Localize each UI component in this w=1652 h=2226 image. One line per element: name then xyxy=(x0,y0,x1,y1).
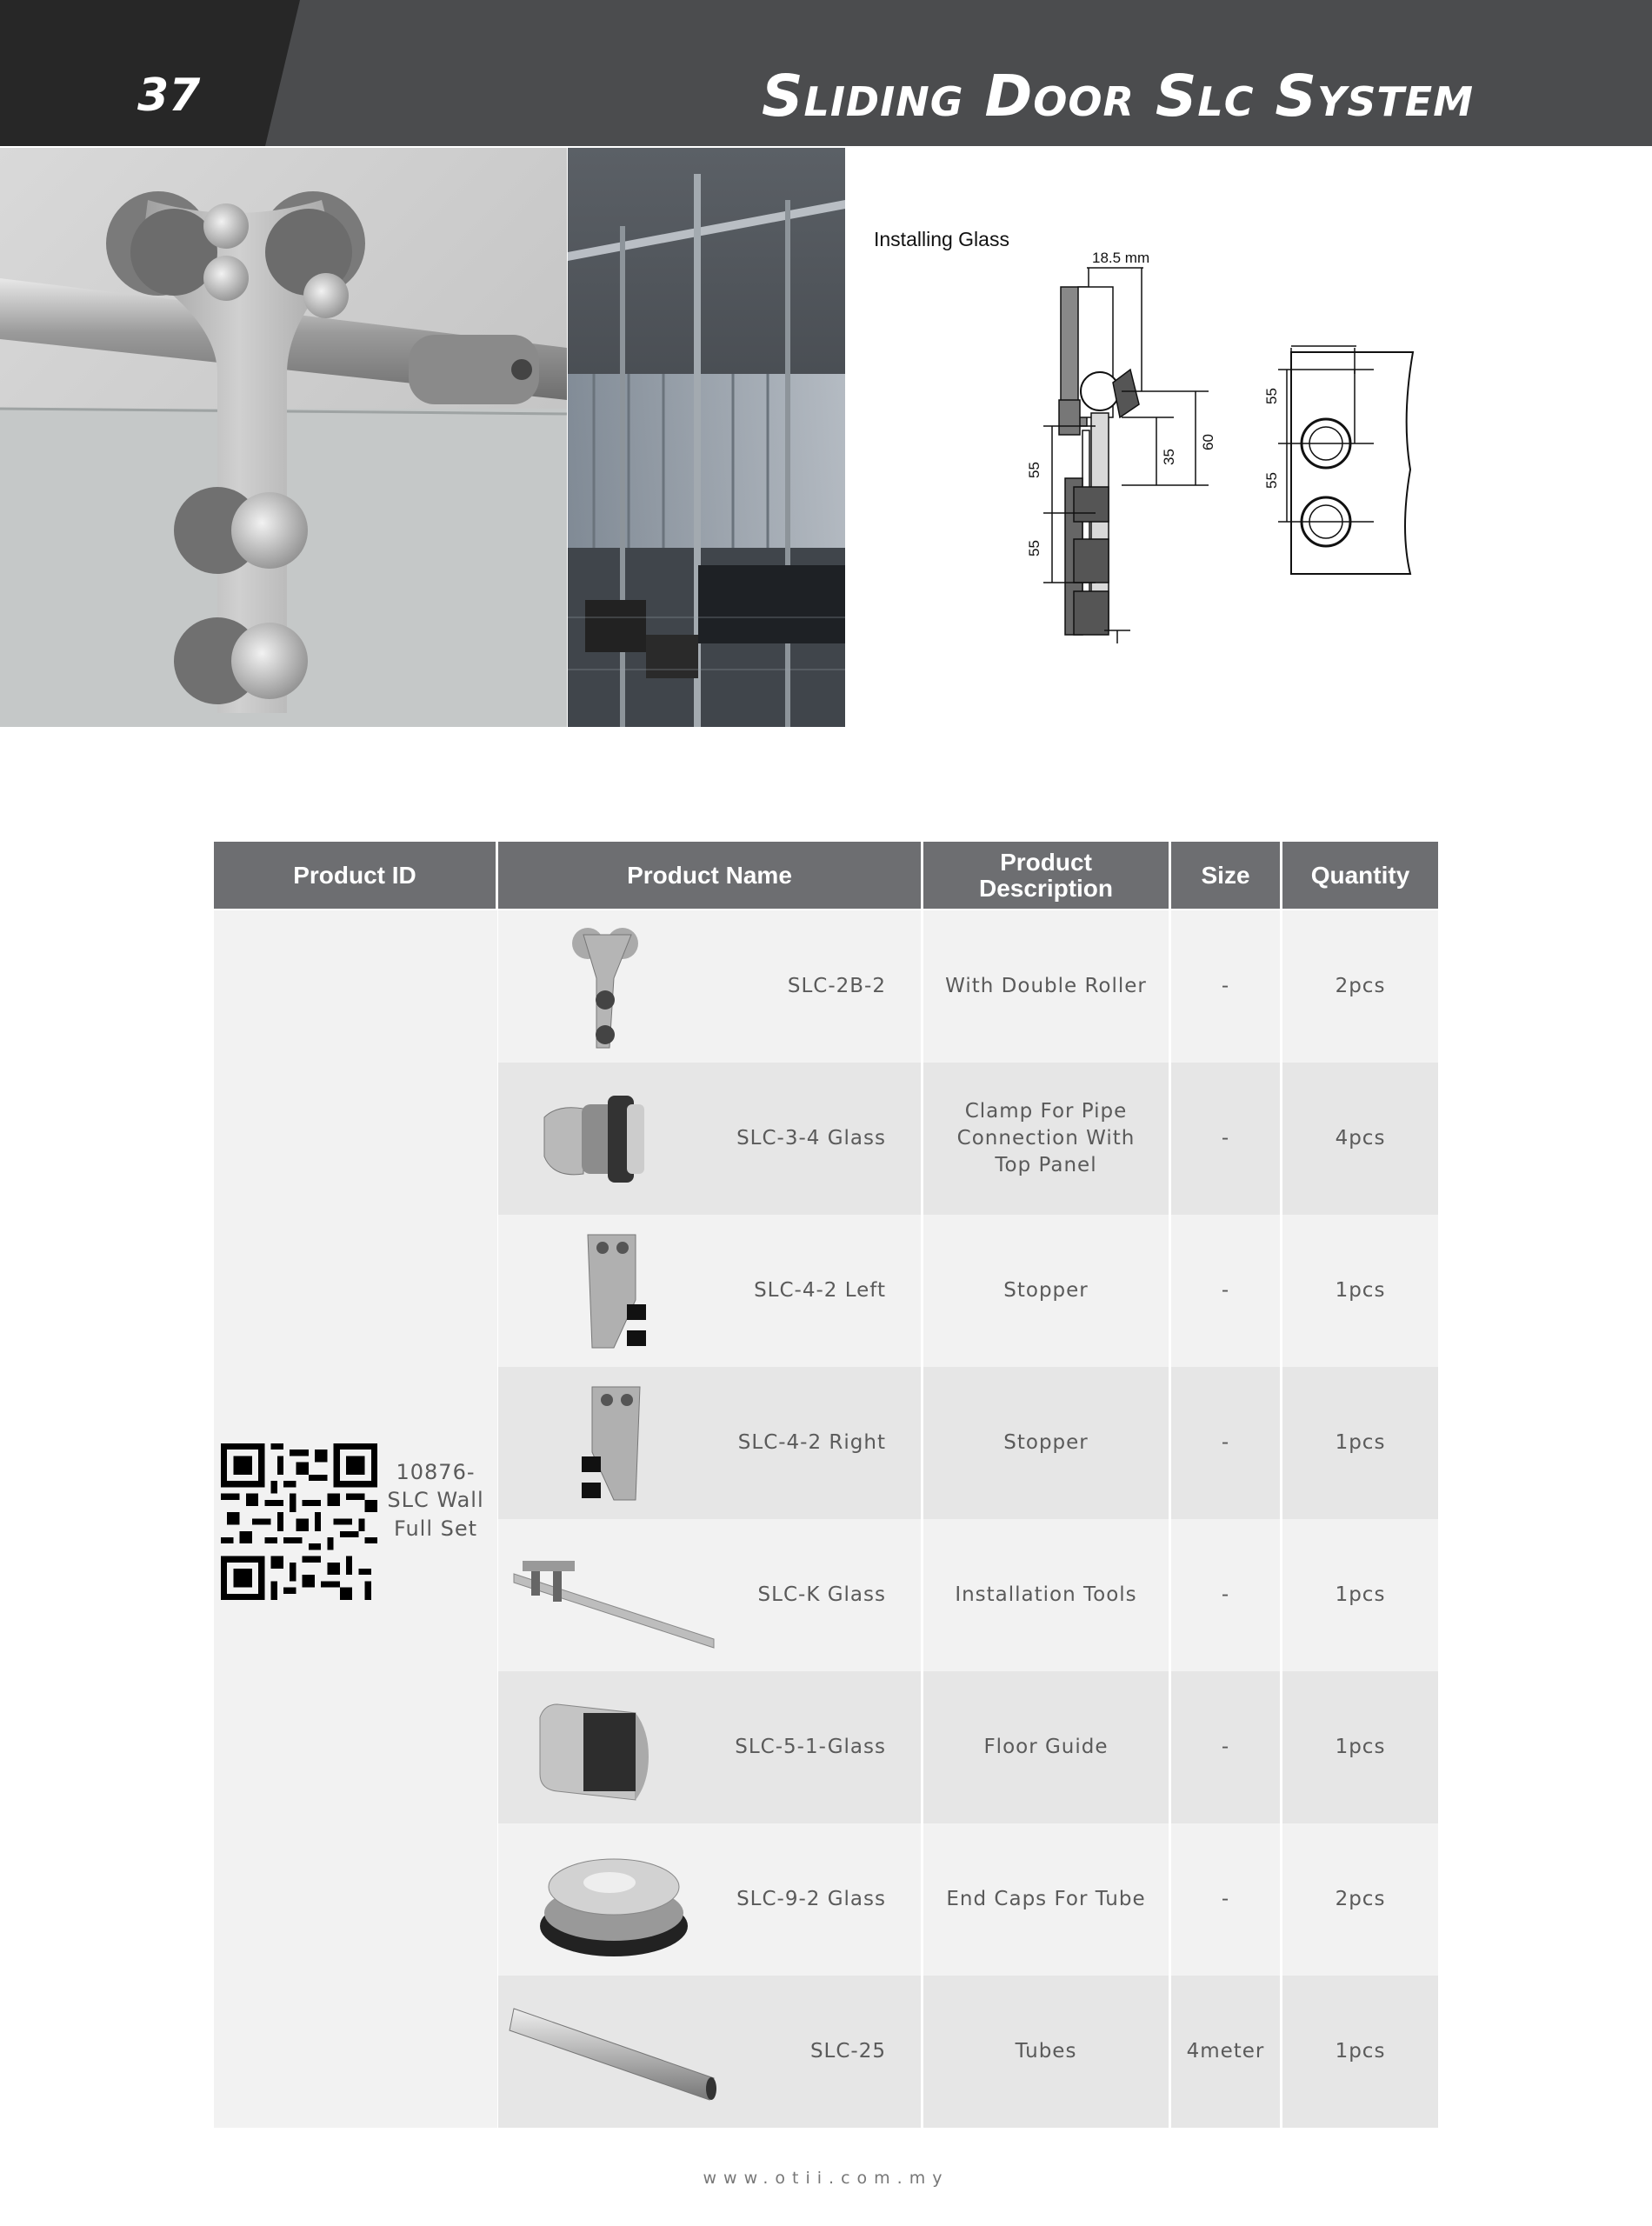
product-description-cell xyxy=(923,1823,1169,1976)
stopper-right-icon xyxy=(505,1374,723,1513)
product-description: Stopper xyxy=(1003,1430,1089,1454)
product-quantity: 1pcs xyxy=(1335,1430,1386,1454)
product-size: - xyxy=(1221,1735,1230,1758)
installation-diagram xyxy=(861,217,1469,670)
header-product-name: Product Name xyxy=(498,842,921,909)
product-name-cell xyxy=(498,1671,921,1823)
product-description: With Double Roller xyxy=(945,974,1147,997)
table-row xyxy=(214,910,1438,1063)
header-product-id: Product ID xyxy=(214,842,496,909)
stopper-left-icon xyxy=(505,1222,723,1361)
quantity-cell xyxy=(1282,1671,1438,1823)
table-row xyxy=(214,1671,1438,1823)
product-description: Tubes xyxy=(1015,2039,1077,2063)
table-row xyxy=(214,1823,1438,1976)
product-name-cell xyxy=(498,1215,921,1367)
size-cell xyxy=(1171,1215,1280,1367)
tube-icon xyxy=(505,1983,723,2122)
footer-website: www.otii.com.my xyxy=(703,2169,949,2188)
floor-guide-icon xyxy=(505,1678,723,1817)
product-description-cell xyxy=(923,1367,1169,1519)
size-cell xyxy=(1171,1976,1280,2128)
diagram-caption: Installing Glass xyxy=(874,228,1009,250)
product-description-cell xyxy=(923,1671,1169,1823)
product-description-cell xyxy=(923,1519,1169,1671)
quantity-cell xyxy=(1282,1215,1438,1367)
roller-closeup-photo xyxy=(0,148,567,727)
product-name-cell xyxy=(498,1367,921,1519)
table-row xyxy=(214,1215,1438,1367)
product-size: - xyxy=(1221,1583,1230,1606)
product-name-cell xyxy=(498,910,921,1063)
table-row xyxy=(214,1063,1438,1215)
product-description: Clamp For Pipe Connection With Top Panel xyxy=(956,1099,1136,1177)
product-description: Installation Tools xyxy=(955,1583,1137,1606)
product-name-cell xyxy=(498,1823,921,1976)
header-product-description xyxy=(923,842,1169,909)
product-name: SLC-K Glass xyxy=(757,1583,886,1606)
dim-top-label: 18.5 mm xyxy=(1092,250,1150,266)
office-glass-door-photo xyxy=(568,148,845,727)
product-quantity: 1pcs xyxy=(1335,1735,1386,1758)
product-quantity: 1pcs xyxy=(1335,2039,1386,2063)
product-size: 4meter xyxy=(1186,2039,1265,2063)
product-name: SLC-3-4 Glass xyxy=(736,1126,886,1150)
product-size: - xyxy=(1221,1126,1230,1150)
product-quantity: 1pcs xyxy=(1335,1583,1386,1606)
quantity-cell xyxy=(1282,910,1438,1063)
product-table xyxy=(214,842,1438,2133)
product-quantity: 4pcs xyxy=(1335,1126,1386,1150)
product-name-cell xyxy=(498,1519,921,1671)
dim-55b-label: 55 xyxy=(1026,540,1042,556)
double-roller-icon xyxy=(505,917,723,1056)
header-size: Size xyxy=(1171,842,1280,909)
size-cell xyxy=(1171,1063,1280,1215)
dim-55a-label: 55 xyxy=(1026,462,1042,478)
product-name: SLC-25 xyxy=(809,2039,886,2063)
product-quantity: 2pcs xyxy=(1335,974,1386,997)
page-title: Sliding Door Slc System xyxy=(761,63,1474,130)
product-name-cell xyxy=(498,1063,921,1215)
quantity-cell xyxy=(1282,1976,1438,2128)
product-description: End Caps For Tube xyxy=(946,1887,1146,1910)
size-cell xyxy=(1171,1823,1280,1976)
product-id-line2: SLC Wall xyxy=(387,1488,484,1513)
dim-35-label: 35 xyxy=(1161,449,1177,465)
size-cell xyxy=(1171,1519,1280,1671)
product-quantity: 2pcs xyxy=(1335,1887,1386,1910)
product-name: SLC-5-1-Glass xyxy=(735,1735,886,1758)
pipe-clamp-icon xyxy=(505,1070,723,1209)
dim-r55b-label: 55 xyxy=(1263,472,1280,489)
product-size: - xyxy=(1221,974,1230,997)
installation-tool-icon xyxy=(505,1526,723,1665)
size-cell xyxy=(1171,910,1280,1063)
header-product-description-line2: Description xyxy=(978,874,1114,902)
table-row xyxy=(214,1367,1438,1519)
product-description-cell xyxy=(923,910,1169,1063)
product-id-line3: Full Set xyxy=(393,1516,478,1541)
dim-r55a-label: 55 xyxy=(1263,388,1280,404)
quantity-cell xyxy=(1282,1367,1438,1519)
quantity-cell xyxy=(1282,1519,1438,1671)
quantity-cell xyxy=(1282,1063,1438,1215)
product-description: Floor Guide xyxy=(983,1735,1109,1758)
table-row xyxy=(214,1519,1438,1671)
product-size: - xyxy=(1221,1887,1230,1910)
end-cap-icon xyxy=(505,1830,723,1969)
product-id-line1: 10876- xyxy=(396,1460,476,1484)
product-description-cell xyxy=(923,1215,1169,1367)
product-name: SLC-2B-2 xyxy=(787,974,886,997)
product-size: - xyxy=(1221,1430,1230,1454)
table-header xyxy=(214,842,1438,909)
product-quantity: 1pcs xyxy=(1335,1278,1386,1302)
table-row xyxy=(214,1976,1438,2128)
header-product-description-line1: Product xyxy=(1000,849,1092,876)
header-quantity: Quantity xyxy=(1282,842,1438,909)
product-description-cell xyxy=(923,1976,1169,2128)
product-name-cell xyxy=(498,1976,921,2128)
product-description-cell xyxy=(923,1063,1169,1215)
size-cell xyxy=(1171,1671,1280,1823)
product-name: SLC-4-2 Right xyxy=(737,1430,886,1454)
product-name: SLC-9-2 Glass xyxy=(736,1887,886,1910)
product-size: - xyxy=(1221,1278,1230,1302)
quantity-cell xyxy=(1282,1823,1438,1976)
page-number: 37 xyxy=(137,70,201,122)
size-cell xyxy=(1171,1367,1280,1519)
product-description: Stopper xyxy=(1003,1278,1089,1302)
dim-60-label: 60 xyxy=(1200,434,1216,450)
product-name: SLC-4-2 Left xyxy=(754,1278,886,1302)
